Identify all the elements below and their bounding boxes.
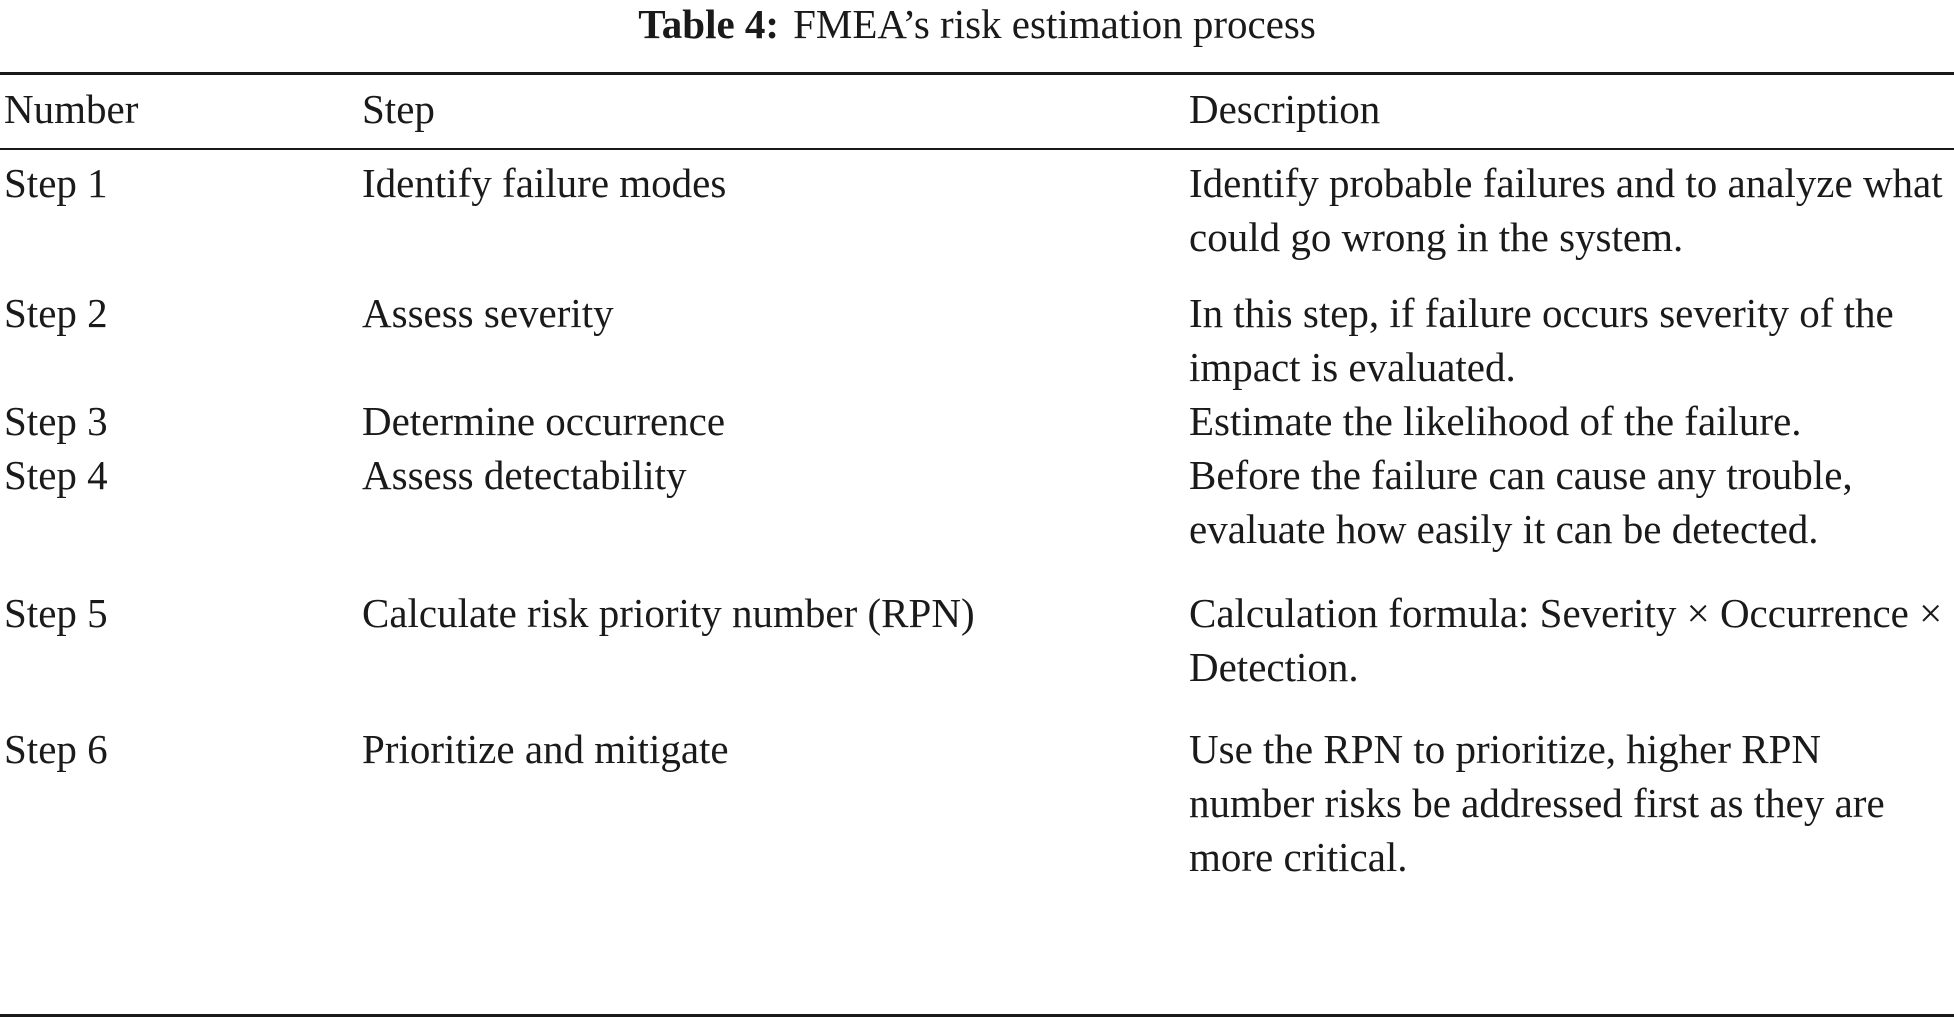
cell-description: Identify probable failures and to analyze what could go wrong in the system. — [1189, 160, 1943, 260]
cell-number: Step 6 — [4, 726, 108, 772]
table-row — [0, 448, 1954, 586]
cell-step: Assess detectability — [362, 452, 687, 498]
table-top-rule — [0, 72, 1954, 75]
cell-number: Step 4 — [4, 452, 108, 498]
header-description: Description — [1189, 86, 1381, 132]
cell-description: Before the failure can cause any trouble, evaluate how easily it can be detected. — [1189, 452, 1853, 552]
header-number: Number — [4, 86, 139, 132]
cell-number: Step 1 — [4, 160, 108, 206]
table-row — [0, 722, 1954, 884]
table-row — [0, 394, 1954, 448]
cell-step: Determine occurrence — [362, 398, 726, 444]
cell-number: Step 2 — [4, 290, 108, 336]
table-row — [0, 152, 1954, 286]
table-row — [0, 586, 1954, 722]
cell-description: Calculation formula: Severity × Occurrence × Detection. — [1189, 590, 1943, 690]
table-caption-title: FMEA’s risk estimation process — [793, 1, 1316, 47]
cell-step: Prioritize and mitigate — [362, 726, 729, 772]
cell-number: Step 3 — [4, 398, 108, 444]
table-row — [0, 286, 1954, 394]
cell-step: Identify failure modes — [362, 160, 727, 206]
fmea-table — [0, 78, 1954, 884]
header-step: Step — [362, 86, 435, 132]
cell-description: In this step, if failure occurs severity of the impact is evaluated. — [1189, 290, 1894, 390]
cell-step: Calculate risk priority number (RPN) — [362, 590, 975, 636]
table-caption-label: Table 4: — [638, 1, 780, 47]
table-header-row — [0, 78, 1954, 152]
cell-description: Estimate the likelihood of the failure. — [1189, 398, 1802, 444]
table-bottom-rule — [0, 1014, 1954, 1017]
cell-step: Assess severity — [362, 290, 614, 336]
table-caption — [0, 0, 1954, 48]
cell-description: Use the RPN to prioritize, higher RPN number risks be addressed first as they are more critical. — [1189, 726, 1885, 880]
cell-number: Step 5 — [4, 590, 108, 636]
